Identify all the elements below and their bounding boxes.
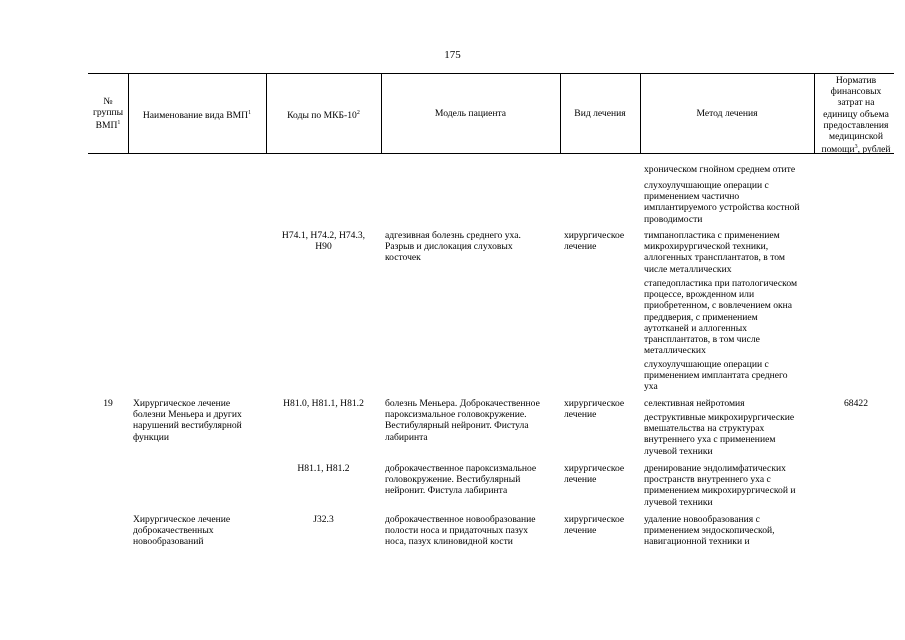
icd-code-cell: H81.0, H81.1, H81.2 — [283, 398, 364, 409]
header-patient-model: Модель пациента — [434, 108, 507, 119]
method-cell: слухоулучшающие операции с применением частично имплантируемого устройства костной проводимости — [644, 180, 800, 225]
patient-model-cell: болезнь Меньера. Доброкачественное пароксизмальное головокружение. Вестибулярный нейронит. Фистула лабиринта — [385, 398, 540, 443]
header-bottom-rule — [88, 153, 894, 154]
treatment-type-cell: хирургическое лечение — [564, 463, 625, 486]
icd-code-cell: J32.3 — [313, 514, 334, 525]
treatment-type-cell: хирургическое лечение — [564, 230, 625, 253]
header-financial-norm: Норматив финансовых затрат на единицу объема предоставления медицинской помощи$^3$, рублей — [821, 75, 891, 156]
method-cell: деструктивные микрохирургические вмешательства на структурах внутреннего уха с применением лучевой техники — [644, 412, 795, 457]
header-group-number: № группы ВМП$^1$ — [92, 96, 124, 132]
method-cell: удаление новообразования с применением эндоскопической, навигационной техники и — [644, 514, 775, 548]
group-number-cell: 19 — [103, 398, 113, 409]
treatment-type-cell: хирургическое лечение — [564, 398, 625, 421]
method-cell: тимпанопластика с применением микрохирургической техники, аллогенных трансплантатов, в том числе металлических — [644, 230, 785, 275]
patient-model-cell: адгезивная болезнь среднего уха. Разрыв и дислокация слуховых косточек — [385, 230, 521, 264]
financial-norm-cell: 68422 — [844, 398, 868, 409]
patient-model-cell: доброкачественное новообразование полости носа и придаточных пазух носа, пазух клиновидной кости — [385, 514, 536, 548]
header-treatment-method: Метод лечения — [696, 108, 758, 119]
header-icd-codes: Коды по МКБ-$10^2$ — [287, 110, 360, 122]
patient-model-cell: доброкачественное пароксизмальное головокружение. Вестибулярный нейронит. Фистула лабиринта — [385, 463, 537, 497]
vmp-name-cell: Хирургическое лечение болезни Меньера и других нарушений вестибулярной функции — [133, 398, 242, 443]
vmp-name-cell: Хирургическое лечение доброкачественных новообразований — [133, 514, 231, 548]
icd-code-cell: H81.1, H81.2 — [297, 463, 350, 474]
header-vmp-name: Наименование вида ВМП$^1$ — [142, 110, 252, 122]
icd-code-cell: H74.1, H74.2, H74.3, H90 — [281, 230, 366, 253]
method-cell: дренирование эндолимфатических пространств внутреннего уха с применением микрохирургической и лучевой техники — [644, 463, 796, 508]
treatment-type-cell: хирургическое лечение — [564, 514, 625, 537]
method-cell: стапедопластика при патологическом процессе, врожденном или приобретенном, с вовлечением окна преддверия, с применением аутотканей и аллогенных трансплантатов, в том числе металлических — [644, 278, 798, 357]
method-cell: хроническом гнойном среднем отите — [644, 164, 796, 175]
header-top-rule — [88, 73, 894, 74]
method-cell: селективная нейротомия — [644, 398, 745, 409]
method-cell: слухоулучшающие операции с применением имплантата среднего уха — [644, 359, 788, 393]
header-treatment-type: Вид лечения — [574, 108, 626, 119]
page-number: 175 — [444, 49, 461, 61]
